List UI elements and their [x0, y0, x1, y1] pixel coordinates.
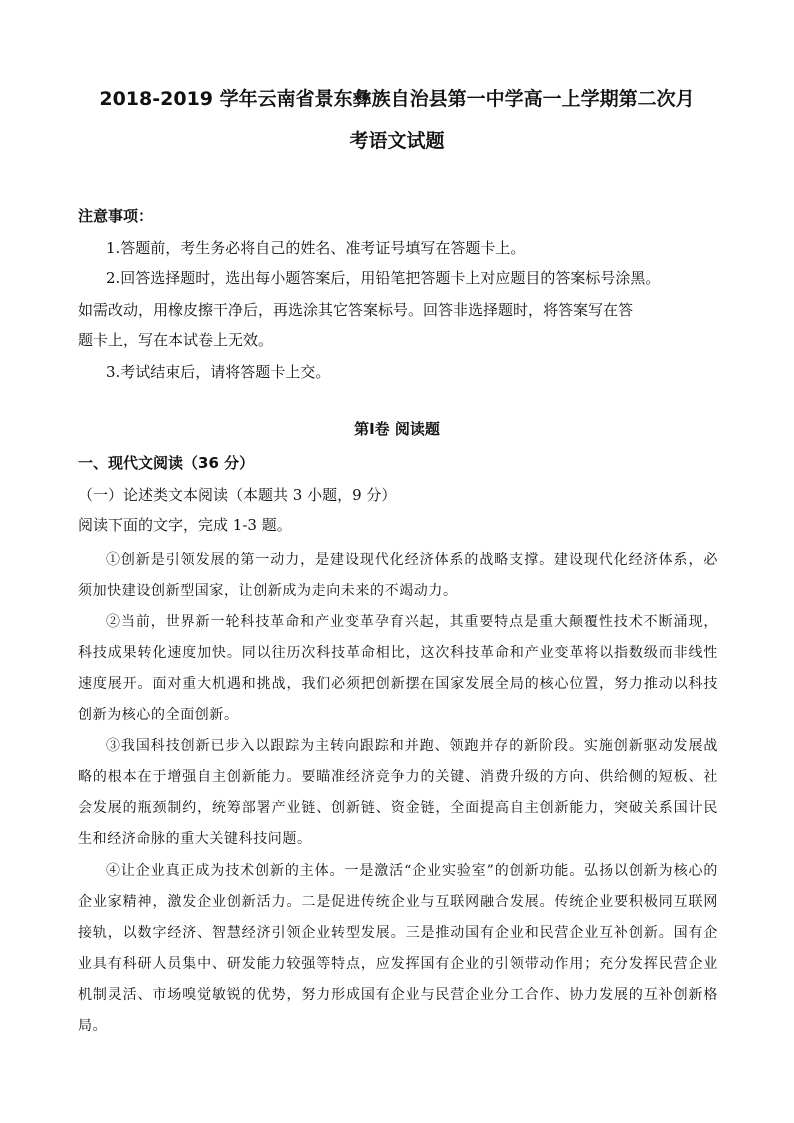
part-heading: 一、现代文阅读（36 分）: [78, 454, 255, 472]
passage-paragraph-3: ③我国科技创新已步入以跟踪为主转向跟踪和并跑、领跑并存的新阶段。实施创新驱动发展战略的根本在于增强自主创新能力。要瞄准经济竞争力的关键、消费升级的方向、供给侧的短板、社会发展的瓶颈制约，统筹部署产业链、创新链、资金链，全面提高自主创新能力，突破关系国计民生和经济命脉的重大关键科技问题。: [78, 738, 718, 847]
notice-heading: 注意事项：: [78, 207, 154, 225]
passage-paragraph-2: ②当前，世界新一轮科技革命和产业变革孕育兴起，其重要特点是重大颠覆性技术不断涌现，科技成果转化速度加快。同以往历次科技革命相比，这次科技革命和产业变革将以指数级而非线性速度展开。面对重大机遇和挑战，我们必须把创新摆在国家发展全局的核心位置，努力推动以科技创新为核心的全面创新。: [78, 614, 718, 723]
reading-instruction: 阅读下面的文字，完成 1-3 题。: [78, 516, 292, 534]
notice-item-2-line-1: 2.回答选择题时，选出每小题答案后，用铅笔把答题卡上对应题目的答案标号涂黑。: [106, 269, 661, 287]
section-title: 第Ⅰ卷 阅读题: [354, 420, 440, 438]
notice-item-2-line-3: 题卡上，写在本试卷上无效。: [78, 331, 274, 349]
exam-title-line-1: 2018-2019 学年云南省景东彝族自治县第一中学高一上学期第二次月: [99, 88, 695, 110]
passage-paragraph-1: ①创新是引领发展的第一动力，是建设现代化经济体系的战略支撑。建设现代化经济体系，必须加快建设创新型国家，让创新成为走向未来的不竭动力。: [78, 552, 718, 599]
passage-paragraph-4: ④让企业真正成为技术创新的主体。一是激活“企业实验室”的创新功能。弘扬以创新为核心的企业家精神，激发企业创新活力。二是促进传统企业与互联网融合发展。传统企业要积极同互联网接轨，以数字经济、智慧经济引领企业转型发展。三是推动国有企业和民营企业互补创新。国有企业具有科研人员集中、研发能力较强等特点，应发挥国有企业的引领带动作用；充分发挥民营企业机制灵活、市场嗅觉敏锐的优势，努力形成国有企业与民营企业分工合作、协力发展的互补创新格局。: [78, 863, 718, 1034]
notice-item-3: 3.考试结束后，请将答题卡上交。: [106, 363, 331, 381]
notice-item-1: 1.答题前，考生务必将自己的姓名、准考证号填写在答题卡上。: [106, 239, 526, 257]
exam-title-line-2: 考语文试题: [349, 130, 445, 152]
notice-item-2-line-2: 如需改动，用橡皮擦干净后，再选涂其它答案标号。回答非选择题时，将答案写在答: [78, 301, 634, 319]
sub-heading: （一）论述类文本阅读（本题共 3 小题，9 分）: [78, 486, 397, 504]
